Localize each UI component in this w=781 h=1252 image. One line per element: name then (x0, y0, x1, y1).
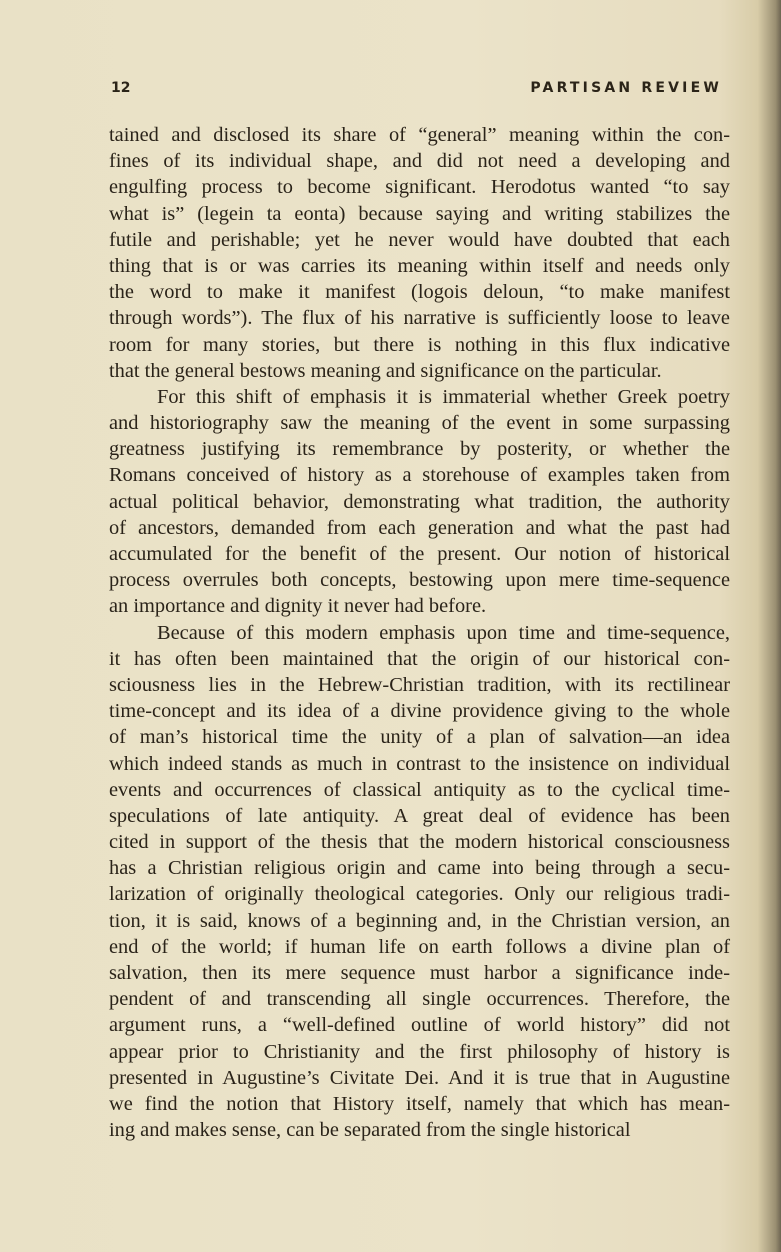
text-line: For this shift of emphasis it is immaterial whether Greek poetry (157, 385, 730, 408)
text-line: futile and perishable; yet he never would have doubted that each (109, 228, 730, 251)
text-line: presented in Augustine’s Civitate Dei. And it is true that in Augustine (109, 1066, 730, 1089)
text-line: of ancestors, demanded from each generation and what the past had (109, 516, 730, 539)
text-line: we find the notion that History itself, namely that which has mean- (109, 1092, 730, 1115)
paragraph (109, 620, 730, 1144)
text-line: greatness justifying its remembrance by posterity, or whether the (109, 438, 730, 461)
text-line: of man’s historical time the unity of a plan of salvation—an idea (109, 726, 730, 749)
text-line: actual political behavior, demonstrating what tradition, the authority (109, 490, 730, 513)
text-line: time-concept and its idea of a divine providence giving to the whole (109, 700, 730, 723)
text-line: Because of this modern emphasis upon time and time-sequence, (157, 621, 730, 644)
paragraph (109, 122, 730, 384)
text-line: argument runs, a “well-defined outline of world history” did not (109, 1014, 730, 1037)
text-line: it has often been maintained that the origin of our historical con- (109, 647, 730, 670)
text-line: accumulated for the benefit of the present. Our notion of historical (109, 543, 730, 565)
text-line: fines of its individual shape, and did not need a developing and (109, 150, 730, 173)
text-line: Romans conceived of history as a storehouse of examples taken from (109, 464, 730, 487)
text-line: tained and disclosed its share of “general” meaning within the con- (109, 124, 730, 146)
paragraph (109, 384, 730, 620)
text-line: tion, it is said, knows of a beginning and, in the Christian version, an (109, 909, 730, 932)
text-line: what is” (legein ta eonta) because saying and writing stabilizes the (109, 202, 730, 225)
text-line: sciousness lies in the Hebrew-Christian tradition, with its rectilinear (109, 673, 730, 696)
text-line: thing that is or was carries its meaning within itself and needs only (109, 254, 730, 277)
text-line: engulfing process to become significant. Herodotus wanted “to say (109, 176, 730, 199)
text-line: and historiography saw the meaning of the event in some surpassing (109, 412, 730, 435)
page-header (111, 80, 722, 100)
body-text (109, 122, 730, 1143)
page-number: 12 (111, 80, 131, 96)
text-line: speculations of late antiquity. A great deal of evidence has been (109, 804, 730, 827)
text-line: ing and makes sense, can be separated from the single historical (109, 1119, 631, 1142)
text-line: the word to make it manifest (logois deloun, “to make manifest (109, 281, 730, 304)
text-line: appear prior to Christianity and the first philosophy of history is (109, 1040, 730, 1063)
text-line: an importance and dignity it never had before. (109, 595, 487, 618)
text-line: process overrules both concepts, bestowing upon mere time-sequence (109, 569, 730, 592)
text-line: room for many stories, but there is nothing in this flux indicative (109, 333, 730, 356)
text-line: cited in support of the thesis that the modern historical consciousness (109, 831, 730, 854)
text-line: end of the world; if human life on earth follows a divine plan of (109, 935, 730, 958)
text-line: pendent of and transcending all single occurrences. Therefore, the (109, 988, 730, 1011)
text-line: larization of originally theological categories. Only our religious tradi- (109, 883, 730, 906)
text-line: events and occurrences of classical antiquity as to the cyclical time- (109, 778, 730, 801)
text-line: that the general bestows meaning and significance on the particular. (109, 359, 662, 382)
text-line: through words”). The flux of his narrative is sufficiently loose to leave (109, 307, 730, 330)
text-line: salvation, then its mere sequence must harbor a significance inde- (109, 962, 730, 984)
running-head: PARTISAN REVIEW (530, 80, 722, 96)
text-line: has a Christian religious origin and came into being through a secu- (109, 857, 730, 880)
text-line: which indeed stands as much in contrast to the insistence on individual (109, 752, 730, 775)
